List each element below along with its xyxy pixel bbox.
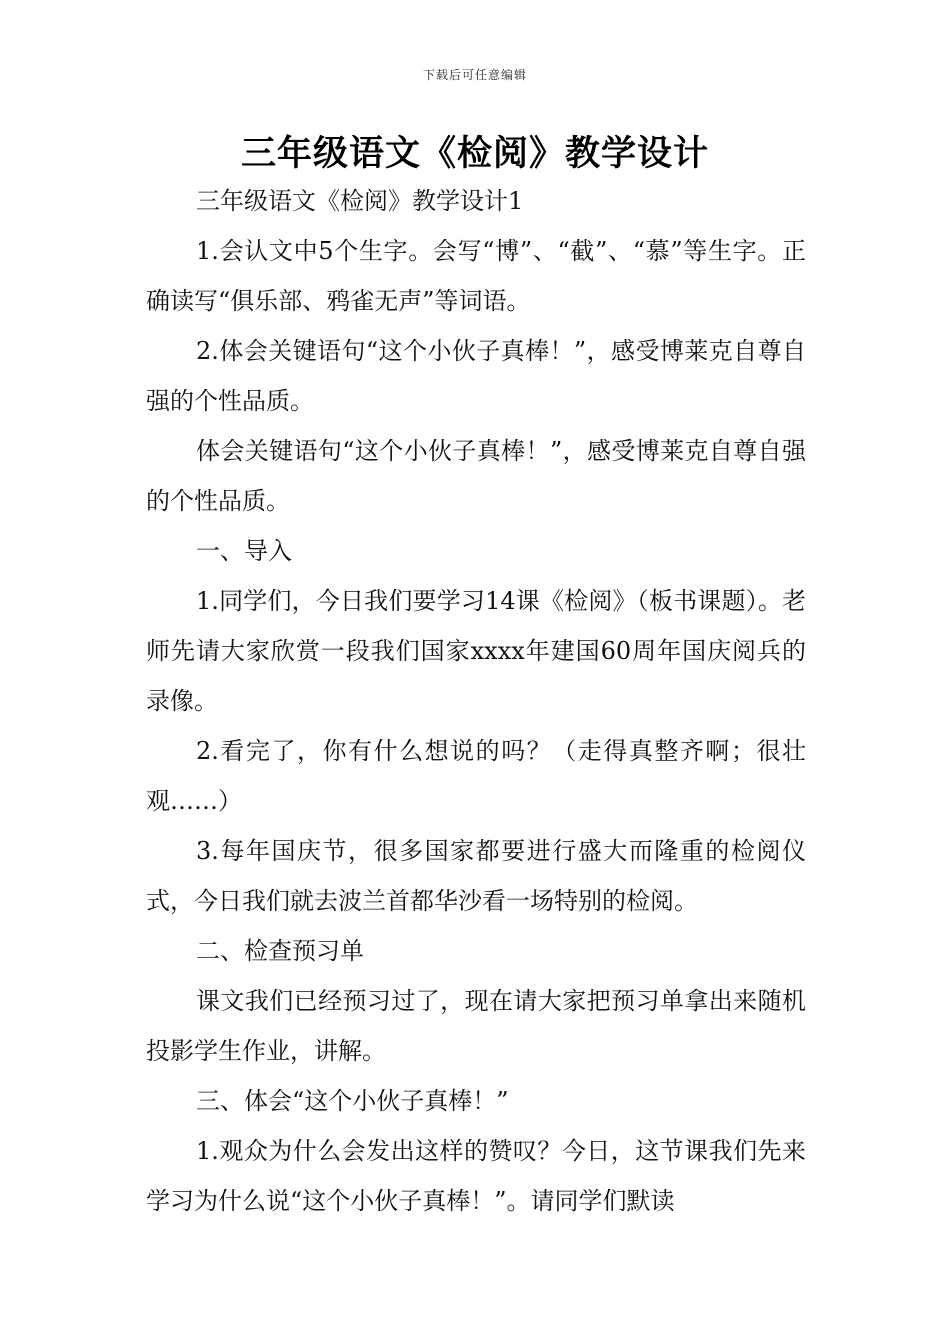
section-heading-appreciate: 三、体会“这个小伙子真棒！” <box>196 1087 509 1115</box>
paragraph-appreciate-1: 1.观众为什么会发出这样的赞叹？今日，这节课我们先来学习为什么说“这个小伙子真棒！”。请同学们默读 <box>146 1137 806 1215</box>
paragraph-intro-2: 2.看完了，你有什么想说的吗？（走得真整齐啊；很壮观……） <box>146 737 806 815</box>
paragraph-intro-3: 3.每年国庆节，很多国家都要进行盛大而隆重的检阅仪式，今日我们就去波兰首都华沙看一场特别的检阅。 <box>146 837 806 915</box>
paragraph-subtitle: 三年级语文《检阅》教学设计1 <box>196 187 524 215</box>
paragraph-preview: 课文我们已经预习过了，现在请大家把预习单拿出来随机投影学生作业，讲解。 <box>146 987 806 1065</box>
paragraph-objective-1: 1.会认文中5个生字。会写“博”、“截”、“慕”等生字。正确读写“俱乐部、鸦雀无声”等词语。 <box>146 237 806 315</box>
document-title: 三年级语文《检阅》教学设计 <box>240 133 709 174</box>
paragraph-intro-1: 1.同学们，今日我们要学习14课《检阅》（板书课题）。老师先请大家欣赏一段我们国家xxxx年建国60周年国庆阅兵的录像。 <box>146 587 806 715</box>
paragraph-key-point: 体会关键语句“这个小伙子真棒！”，感受博莱克自尊自强的个性品质。 <box>146 437 806 515</box>
section-heading-intro: 一、导入 <box>196 537 292 565</box>
header-note: 下载后可任意编辑 <box>422 68 527 82</box>
paragraph-objective-2: 2.体会关键语句“这个小伙子真棒！”，感受博莱克自尊自强的个性品质。 <box>146 337 806 415</box>
document-body <box>146 176 806 1226</box>
section-heading-preview: 二、检查预习单 <box>196 937 364 965</box>
